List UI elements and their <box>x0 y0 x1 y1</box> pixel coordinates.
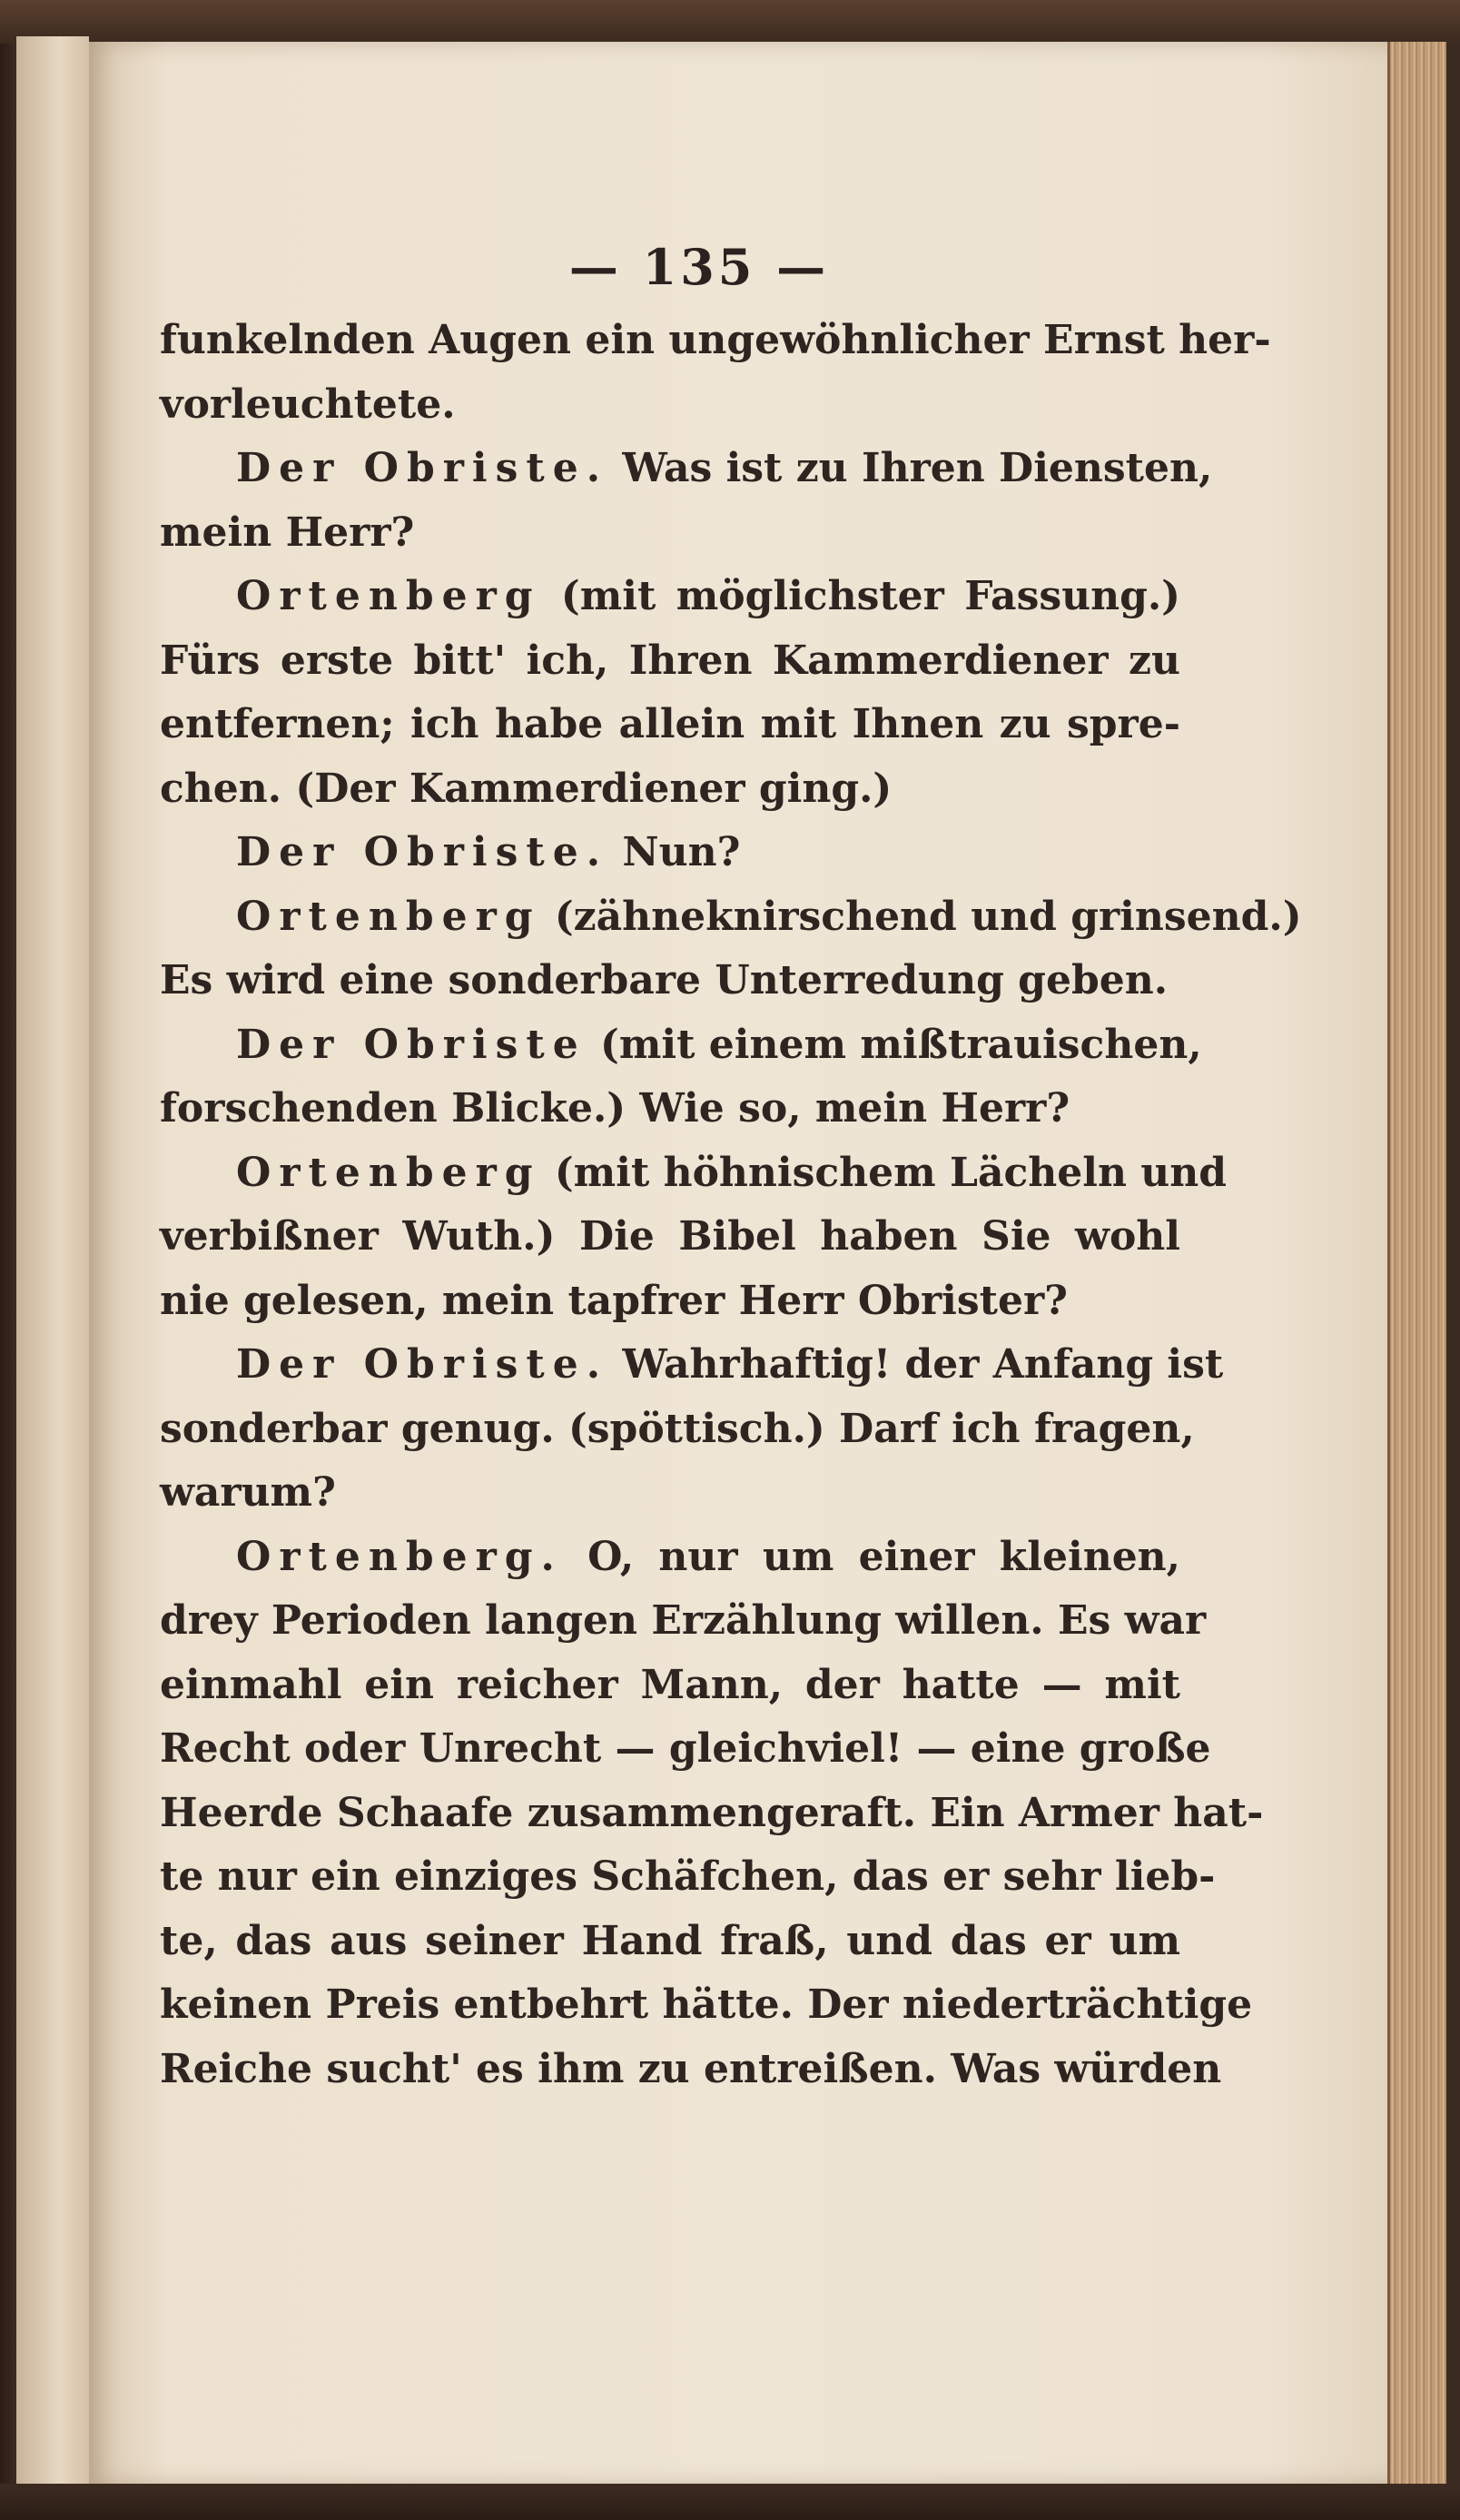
text-line <box>160 1398 1195 1462</box>
text-line <box>160 373 1180 438</box>
speaker-name: Der Obriste. <box>236 829 609 875</box>
line-text: einmahl ein reicher Mann, der hatte — mit <box>160 1661 1180 1708</box>
speaker-name: Der Obriste. <box>236 445 609 491</box>
text-line <box>160 1782 1264 1846</box>
text-line <box>160 1461 1180 1526</box>
text-line <box>160 1526 1180 1590</box>
line-text: nie gelesen, mein tapfrer Herr Obrister? <box>160 1277 1068 1324</box>
speaker-name: Ortenberg <box>236 893 541 940</box>
line-text: (zähneknirschend und grinsend.) <box>540 893 1302 940</box>
line-text: vorleuchtete. <box>160 380 456 428</box>
speaker-name: Der Obriste <box>236 1021 587 1068</box>
speaker-name: Ortenberg <box>236 573 541 619</box>
text-line <box>160 1910 1180 1974</box>
line-text: te nur ein einziges Schäfchen, das er sehr lieb- <box>160 1853 1216 1900</box>
page-number: — 135 — <box>568 238 830 296</box>
line-text: warum? <box>160 1469 336 1516</box>
line-text: Es wird eine sonderbare Unterredung geben. <box>160 957 1169 1003</box>
line-text: (mit höhnischem Lächeln und <box>540 1149 1228 1196</box>
line-text: Wahrhaftig! der Anfang ist <box>608 1341 1224 1388</box>
line-text: Reiche sucht' es ihm zu entreißen. Was würden <box>160 2045 1222 2092</box>
speaker-name: Ortenberg <box>236 1149 541 1196</box>
line-text: (mit einem mißtrauischen, <box>586 1021 1202 1068</box>
text-line <box>160 1333 1224 1398</box>
book-top-edge <box>0 0 1460 44</box>
text-line <box>160 1845 1216 1910</box>
page-text <box>160 309 1302 2101</box>
line-text: chen. (Der Kammerdiener ging.) <box>160 765 893 812</box>
line-text: Nun? <box>608 829 741 875</box>
line-text: sonderbar genug. (spöttisch.) Darf ich fragen, <box>160 1405 1195 1452</box>
line-text: keinen Preis entbehrt hätte. Der niederträchtige <box>160 1981 1253 2028</box>
line-text: te, das aus seiner Hand fraß, und das er um <box>160 1917 1180 1964</box>
text-line <box>160 693 1180 757</box>
text-line <box>160 629 1180 694</box>
page-fore-edge <box>1387 42 1446 2485</box>
line-text: O, nur um einer kleinen, <box>562 1533 1180 1580</box>
text-line <box>160 501 1180 566</box>
line-text: Was ist zu Ihren Diensten, <box>608 445 1213 491</box>
line-text: Heerde Schaafe zusammengeraft. Ein Armer hat- <box>160 1789 1264 1836</box>
text-line <box>160 1589 1207 1654</box>
text-line <box>160 885 1302 950</box>
line-text: Recht oder Unrecht — gleichviel! — eine große <box>160 1725 1211 1772</box>
speaker-name: Ortenberg. <box>236 1533 563 1580</box>
text-line <box>160 1654 1180 1718</box>
text-line <box>160 2038 1222 2102</box>
line-text: (mit möglichster Fassung.) <box>540 573 1180 619</box>
line-text: entfernen; ich habe allein mit Ihnen zu spre- <box>160 701 1180 747</box>
text-line <box>160 949 1180 1013</box>
text-line <box>160 1077 1180 1141</box>
text-line <box>160 757 1180 822</box>
text-line <box>160 565 1180 629</box>
text-line <box>160 1973 1253 2038</box>
text-line <box>160 1717 1211 1782</box>
previous-page-edge <box>16 36 89 2484</box>
book-bottom-edge <box>0 2484 1460 2520</box>
line-text: drey Perioden langen Erzählung willen. Es war <box>160 1597 1207 1644</box>
text-line <box>160 437 1213 501</box>
line-text: forschenden Blicke.) Wie so, mein Herr? <box>160 1085 1070 1132</box>
text-line <box>160 1013 1202 1078</box>
text-line <box>160 1205 1180 1270</box>
speaker-name: Der Obriste. <box>236 1341 609 1388</box>
text-line <box>160 1141 1228 1206</box>
line-text: funkelnden Augen ein ungewöhnlicher Ernst her- <box>160 317 1271 363</box>
line-text: Fürs erste bitt' ich, Ihren Kammerdiener zu <box>160 637 1180 684</box>
text-line <box>160 821 1180 885</box>
line-text: mein Herr? <box>160 509 415 556</box>
text-line <box>160 309 1271 373</box>
text-line <box>160 1270 1180 1334</box>
line-text: verbißner Wuth.) Die Bibel haben Sie wohl <box>160 1213 1180 1260</box>
